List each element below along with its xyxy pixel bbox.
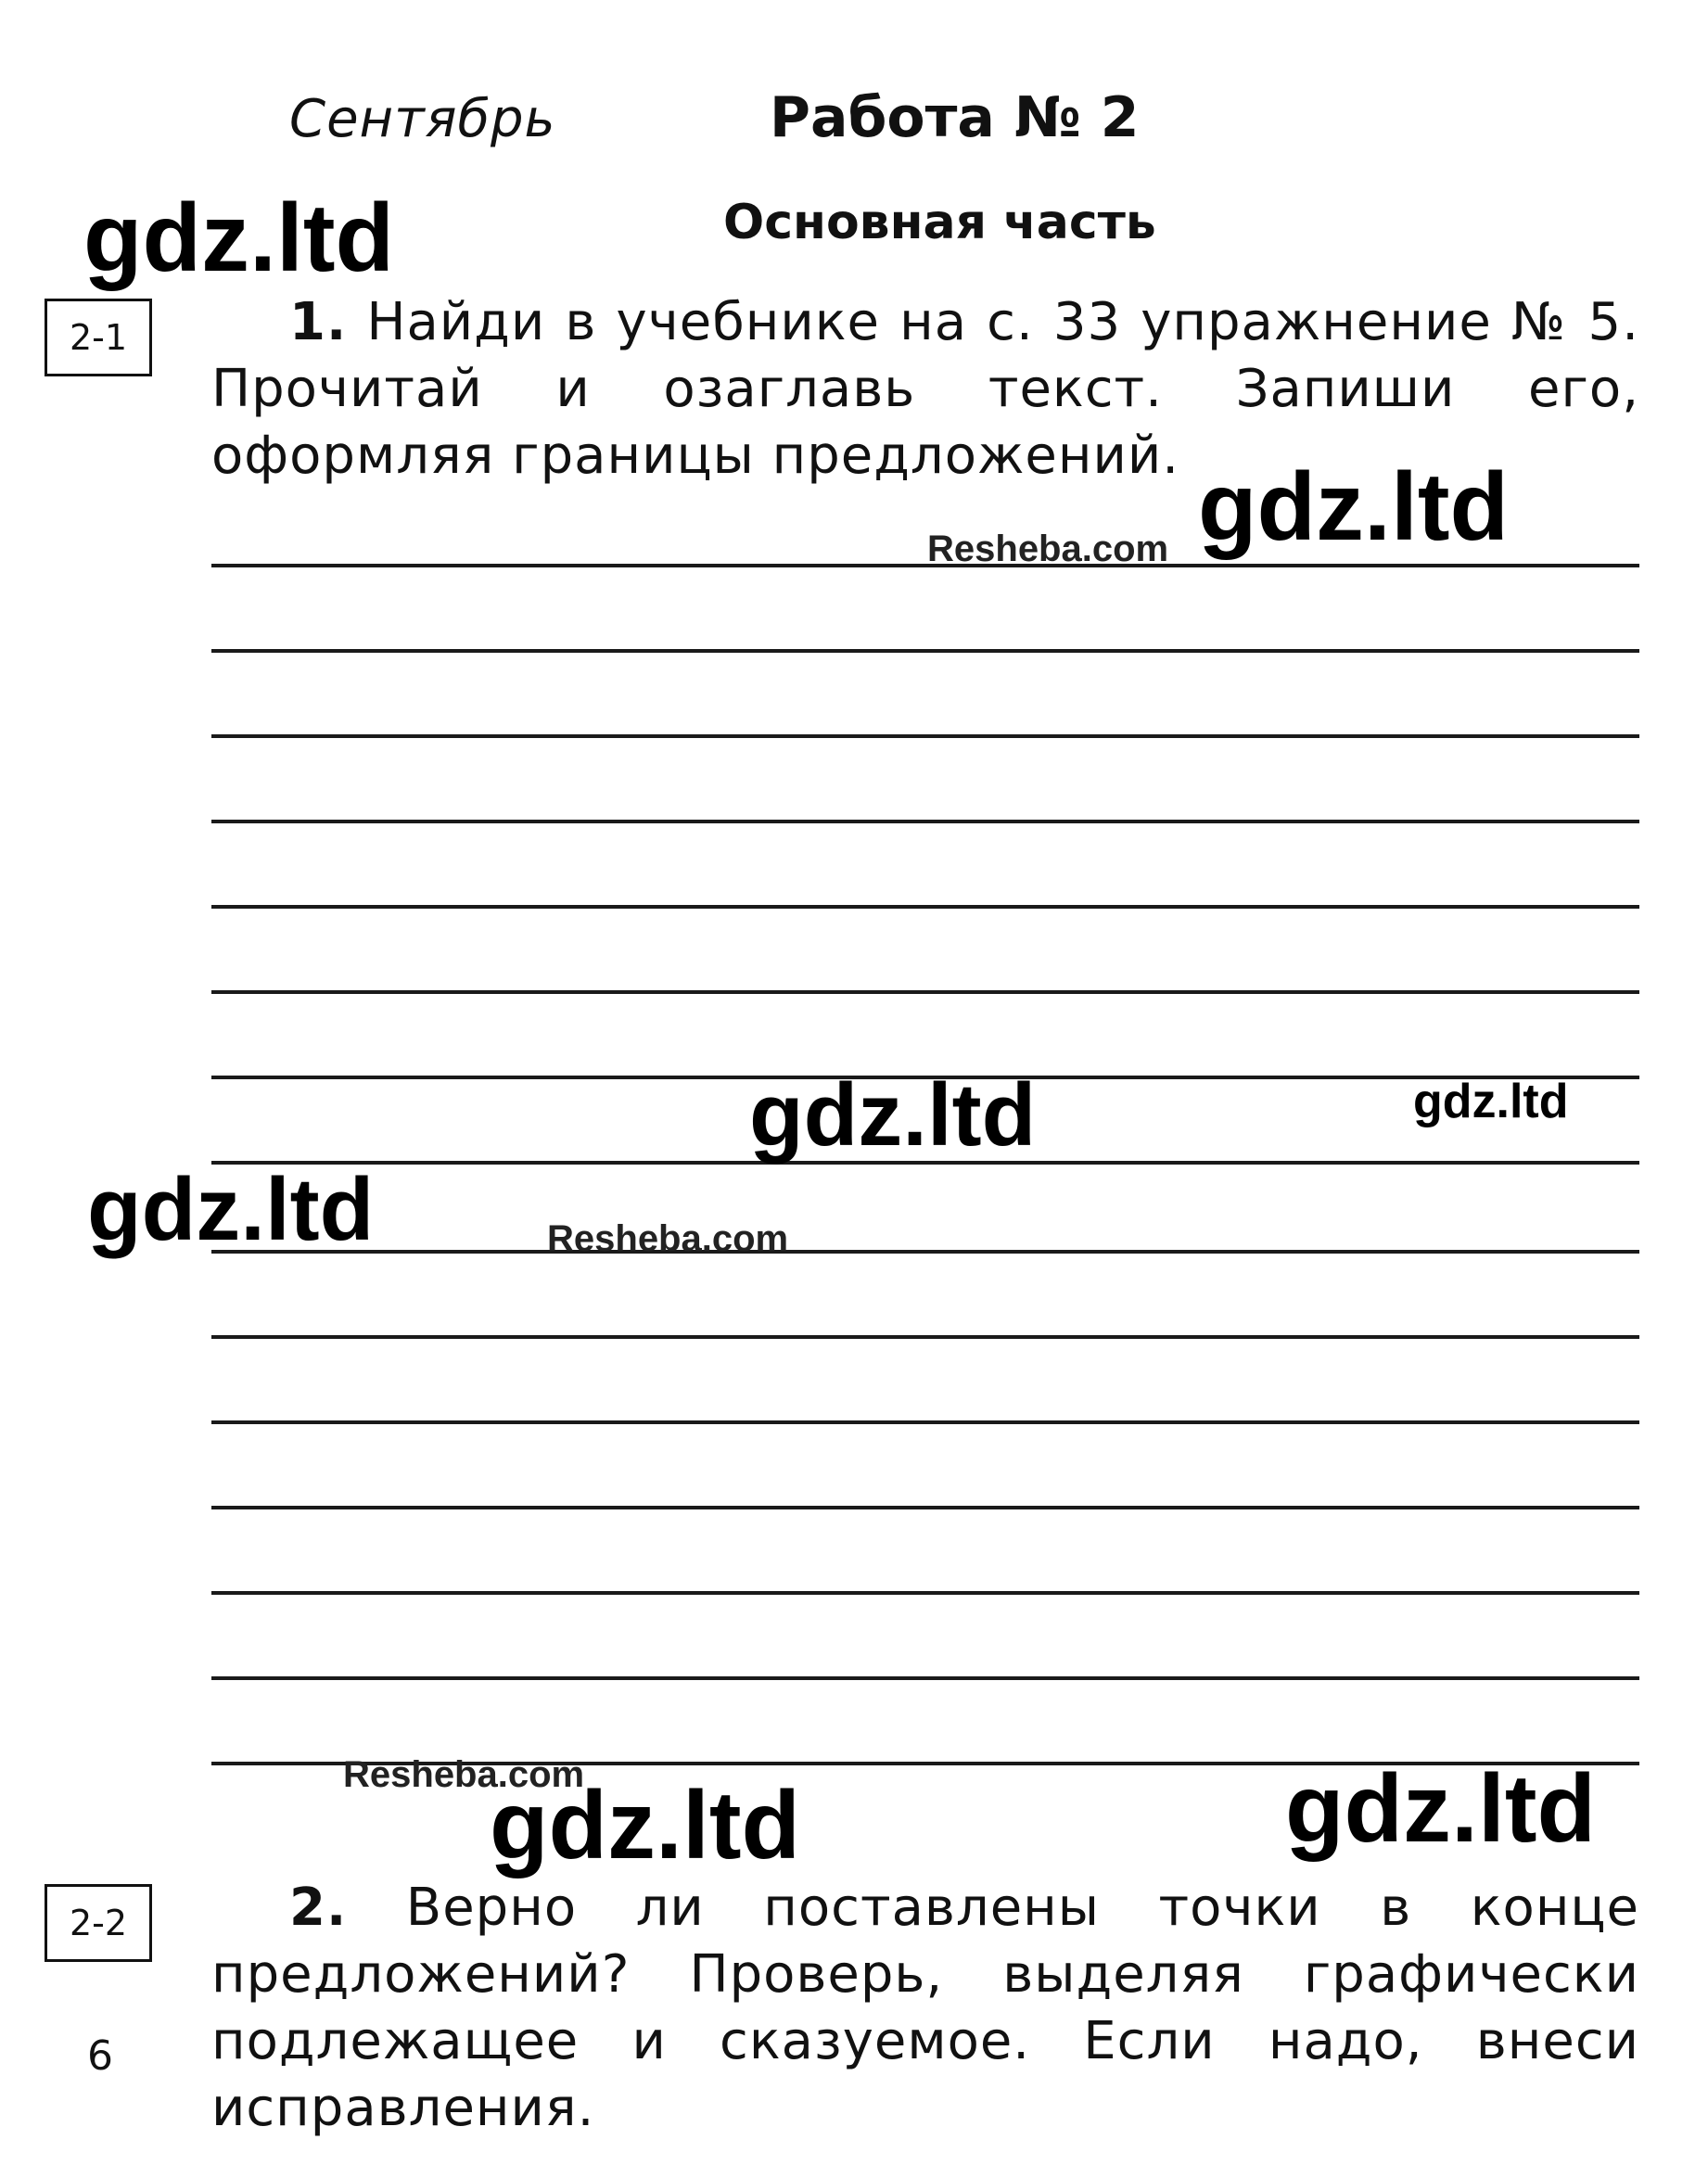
watermark-resheba: Resheba.com (343, 1754, 585, 1795)
page-title: Работа № 2 (770, 85, 1140, 150)
writing-line[interactable] (211, 1591, 1639, 1595)
month-label: Сентябрь (289, 89, 556, 149)
watermark-resheba: Resheba.com (927, 529, 1169, 569)
writing-line[interactable] (211, 1250, 1639, 1254)
task2-number: 2. (289, 1878, 348, 1938)
writing-line[interactable] (211, 734, 1639, 738)
writing-line[interactable] (211, 990, 1639, 994)
task2-instructions: Верно ли поставлены точки в конце предложений? Проверь, выделяя графически подлежащее и сказуемое. Если надо, внеси исправления. (211, 1878, 1639, 2138)
watermark-gdz: gdz.ltd (1285, 1755, 1597, 1863)
writing-line[interactable] (211, 1420, 1639, 1424)
writing-line[interactable] (211, 1335, 1639, 1339)
watermark-gdz: gdz.ltd (87, 1160, 375, 1259)
task1-code-box: 2-1 (45, 299, 152, 376)
watermark-gdz: gdz.ltd (749, 1065, 1037, 1165)
watermark-resheba: Resheba.com (547, 1218, 789, 1259)
watermark-gdz: gdz.ltd (490, 1772, 801, 1879)
task1-number: 1. (289, 292, 348, 352)
section-subtitle: Основная часть (723, 195, 1156, 250)
task2-text-block (211, 1875, 1639, 2142)
task1-instructions: Найди в учебнике на с. 33 упражнение № 5. Прочитай и озаглавь текст. Запиши его, оформляя границы предложений. (211, 292, 1639, 486)
page-number: 6 (87, 2032, 113, 2080)
writing-line[interactable] (211, 649, 1639, 653)
task2-code-box: 2-2 (45, 1884, 152, 1962)
writing-line[interactable] (211, 1676, 1639, 1680)
writing-line[interactable] (211, 564, 1639, 567)
writing-line[interactable] (211, 905, 1639, 909)
watermark-gdz: gdz.ltd (83, 185, 395, 292)
watermark-gdz-small: gdz.ltd (1413, 1075, 1569, 1128)
writing-line[interactable] (211, 1506, 1639, 1509)
writing-line[interactable] (211, 820, 1639, 823)
watermark-gdz: gdz.ltd (1198, 453, 1510, 561)
